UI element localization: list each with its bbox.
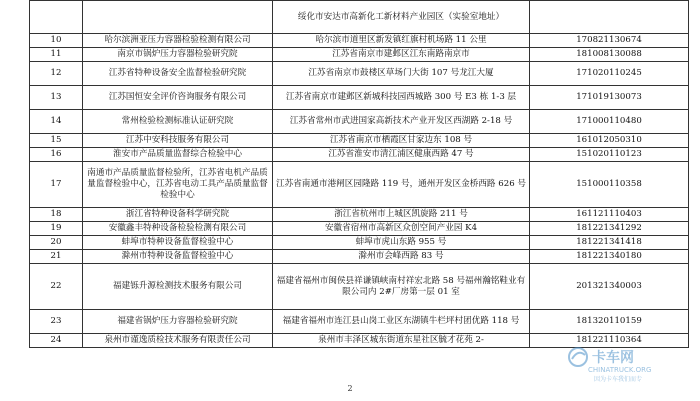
address: 江苏省南通市港闸区园隆路 119 号，通州开发区金桥西路 626 号 bbox=[273, 162, 530, 208]
organization-name bbox=[83, 1, 273, 34]
row-number: 15 bbox=[30, 134, 83, 148]
row-number: 13 bbox=[30, 86, 83, 110]
row-number: 23 bbox=[30, 310, 83, 334]
organization-name: 福建铄升源检测技术服务有限公司 bbox=[83, 264, 273, 310]
organization-name: 常州检验检测标准认证研究院 bbox=[83, 110, 273, 134]
chinatruck-watermark-logo bbox=[566, 343, 686, 383]
organization-name: 江苏省特种设备安全监督检验研究院 bbox=[83, 62, 273, 86]
address: 绥化市安达市高新化工新材料产业园区（实验室地址） bbox=[273, 1, 530, 34]
certificate-number: 181008130088 bbox=[530, 48, 689, 62]
address: 浙江省杭州市上城区凯旋路 211 号 bbox=[273, 208, 530, 222]
row-number: 19 bbox=[30, 222, 83, 236]
certificate-number: 181320110159 bbox=[530, 310, 689, 334]
row-number: 11 bbox=[30, 48, 83, 62]
logo-swoosh-icon bbox=[572, 353, 585, 359]
table-row bbox=[30, 250, 689, 264]
organization-name: 蚌埠市特种设备监督检验中心 bbox=[83, 236, 273, 250]
table-row bbox=[30, 134, 689, 148]
address: 泉州市丰泽区城东街道东星社区毓才花苑 2- bbox=[273, 334, 530, 348]
certificate-number: 161121110403 bbox=[530, 208, 689, 222]
row-number: 20 bbox=[30, 236, 83, 250]
table-row bbox=[30, 110, 689, 134]
organization-name: 南京市锅炉压力容器检验研究院 bbox=[83, 48, 273, 62]
organization-name: 南通市产品质量监督检验所，江苏省电机产品质量监督检验中心，江苏省电动工具产品质量监督检验中心 bbox=[83, 162, 273, 208]
organization-name: 江苏国恒安全评价咨询服务有限公司 bbox=[83, 86, 273, 110]
row-number: 18 bbox=[30, 208, 83, 222]
row-number: 10 bbox=[30, 34, 83, 48]
row-number: 16 bbox=[30, 148, 83, 162]
row-number: 21 bbox=[30, 250, 83, 264]
certificate-number: 181221341418 bbox=[530, 236, 689, 250]
organization-name: 江苏中安科技服务有限公司 bbox=[83, 134, 273, 148]
certificate-number: 181221340180 bbox=[530, 250, 689, 264]
table-row bbox=[30, 148, 689, 162]
address: 江苏省淮安市清江浦区健康西路 47 号 bbox=[273, 148, 530, 162]
organization-name: 淮安市产品质量监督综合检验中心 bbox=[83, 148, 273, 162]
address: 福建省福州市连江县山岗工业区东湖镇牛栏坪村团优路 118 号 bbox=[273, 310, 530, 334]
address: 江苏省南京市鼓楼区草场门大街 107 号龙江大厦 bbox=[273, 62, 530, 86]
watermark-text: 卡车网 bbox=[592, 350, 634, 366]
table-row bbox=[30, 162, 689, 208]
row-number: 17 bbox=[30, 162, 83, 208]
address: 安徽省宿州市高新区众创空间产业园 K4 bbox=[273, 222, 530, 236]
table-row bbox=[30, 208, 689, 222]
certificate-number: 151020110123 bbox=[530, 148, 689, 162]
table-row bbox=[30, 236, 689, 250]
page-number: 2 bbox=[347, 384, 353, 393]
address: 哈尔滨市道里区新发镇红旗村机场路 11 公里 bbox=[273, 34, 530, 48]
logo-mark-icon bbox=[569, 348, 587, 366]
row-number bbox=[30, 1, 83, 34]
certificate-number: 161012050310 bbox=[530, 134, 689, 148]
table-row bbox=[30, 1, 689, 34]
table-row bbox=[30, 48, 689, 62]
address: 滁州市会峰西路 83 号 bbox=[273, 250, 530, 264]
certification-table bbox=[29, 0, 689, 348]
address: 江苏省南京市栖霞区甘家边东 108 号 bbox=[273, 134, 530, 148]
address: 福建省福州市闽侯县祥谦镇峡南村祥宏北路 58 号福州瀚铭鞋业有限公司内 2#厂房第一层 01 室 bbox=[273, 264, 530, 310]
certificate-number: 181221341292 bbox=[530, 222, 689, 236]
table-row bbox=[30, 62, 689, 86]
watermark-url: CHINATRUCK.ORG bbox=[588, 366, 652, 374]
address: 蚌埠市虎山东路 955 号 bbox=[273, 236, 530, 250]
address: 江苏省南京市建邺区江东南路南京市 bbox=[273, 48, 530, 62]
row-number: 22 bbox=[30, 264, 83, 310]
certificate-number: 171019130073 bbox=[530, 86, 689, 110]
row-number: 24 bbox=[30, 334, 83, 348]
watermark-slogan: 因为卡车我们而专 bbox=[594, 376, 643, 383]
table-row bbox=[30, 34, 689, 48]
organization-name: 浙江省特种设备科学研究院 bbox=[83, 208, 273, 222]
certificate-number bbox=[530, 1, 689, 34]
organization-name: 安徽鑫丰特种设备检验检测有限公司 bbox=[83, 222, 273, 236]
organization-name: 福建省锅炉压力容器检验研究院 bbox=[83, 310, 273, 334]
table-row bbox=[30, 86, 689, 110]
organization-name: 泉州市谨逸质检技术服务有限责任公司 bbox=[83, 334, 273, 348]
certificate-number: 171020110245 bbox=[530, 62, 689, 86]
certificate-number: 201321340003 bbox=[530, 264, 689, 310]
table-body bbox=[30, 1, 689, 348]
address: 江苏省常州市武进国家高新技术产业开发区西湖路 2-18 号 bbox=[273, 110, 530, 134]
table-row bbox=[30, 310, 689, 334]
organization-name: 哈尔滨洲亚压力容器检验检测有限公司 bbox=[83, 34, 273, 48]
certificate-number: 171000110480 bbox=[530, 110, 689, 134]
certificate-number: 151000110358 bbox=[530, 162, 689, 208]
table-row bbox=[30, 264, 689, 310]
organization-name: 滁州市特种设备监督检验中心 bbox=[83, 250, 273, 264]
certificate-number: 170821130674 bbox=[530, 34, 689, 48]
address: 江苏省南京市建邺区新城科技园西城路 300 号 E3 栋 1-3 层 bbox=[273, 86, 530, 110]
certificate-number: 181221110364 bbox=[530, 334, 689, 348]
row-number: 12 bbox=[30, 62, 83, 86]
row-number: 14 bbox=[30, 110, 83, 134]
table-row bbox=[30, 222, 689, 236]
